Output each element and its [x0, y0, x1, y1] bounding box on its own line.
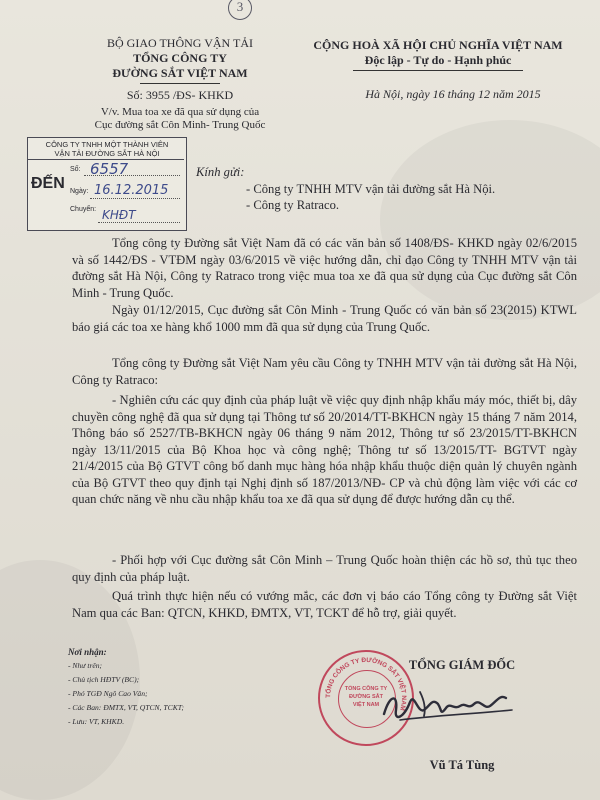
recipients-label: Nơi nhận:	[68, 647, 107, 657]
body-paragraph-6: Quá trình thực hiện nếu có vướng mắc, các đơn vị báo cáo Tổng công ty Đường sắt Việt Nam qua các Ban: QTCN, KHKD, ĐMTX, VT, TCKT để hỗ trợ, giải quyết.	[72, 589, 577, 620]
page-number-mark	[228, 0, 252, 20]
addressee-block	[196, 164, 586, 214]
stamp-dotline	[98, 222, 180, 223]
seal-center-line1: TỔNG CÔNG TY	[344, 686, 388, 692]
addressee-label: Kính gửi:	[196, 165, 245, 179]
stamp-org-line2: VẬN TẢI ĐƯỜNG SẮT HÀ NỘI	[54, 149, 160, 158]
organization-name-line1: TỔNG CÔNG TY	[133, 51, 227, 65]
header-underline	[140, 83, 220, 84]
recipient-item: - Lưu: VT, KHKD.	[68, 717, 125, 726]
recipient-item: - Chủ tịch HĐTV (BC);	[68, 675, 140, 684]
national-motto: Độc lập - Tự do - Hạnh phúc	[364, 53, 512, 67]
stamp-dotline	[84, 175, 180, 176]
national-header	[298, 38, 578, 102]
body-paragraph-3: Tổng công ty Đường sắt Việt Nam yêu cầu Công ty TNHH MTV vận tải đường sắt Hà Nội, Công ty Ratraco:	[72, 356, 577, 387]
seal-center-line3: VIỆT NAM	[352, 702, 380, 708]
handwritten-signature	[380, 680, 520, 730]
body-paragraph-4: - Nghiên cứu các quy định của pháp luật về việc quy định nhập khẩu máy móc, thiết bị, dây chuyền công nghệ đã qua sử dụng tại Thông tư số 20/2014/TT-BKHCN ngày 15 tháng 7 năm 2014, Thông báo số 2527/TB-BKHCN ngày 06 tháng 9 năm 2012, Thông tư số 23/2015/TT-BKHCN ngày 13/11/2015 của Bộ Khoa học và công nghệ; Thông tư số 13/2015/TT- BGTVT ngày 21/4/2015 của Bộ GTVT công bố danh mục hàng hóa nhập khẩu thuộc diện quản lý chuyên ngành của Bộ GTVT theo quy định tại Nghị định số 187/2013/NĐ- CP và chủ động làm việc với các cơ quan chức năng về nhu cầu nhập khẩu toa xe đã qua sử dụng để được hướng dẫn cụ thể.	[72, 393, 577, 506]
stamp-org-line1: CÔNG TY TNHH MỘT THÀNH VIÊN	[45, 140, 169, 149]
recipient-item: - Các Ban: ĐMTX, VT, QTCN, TCKT;	[68, 703, 185, 712]
received-stamp	[27, 137, 187, 231]
stamp-date-label: Ngày:	[70, 188, 89, 195]
stamp-date-value: 16.12.2015	[94, 183, 169, 198]
document-number: Số: 3955 /ĐS- KHKD	[126, 88, 234, 102]
recipients-block	[68, 645, 268, 729]
stamp-forward-label: Chuyển:	[70, 206, 97, 213]
stamp-forward-value: KHĐT	[102, 208, 136, 222]
ministry-name: BỘ GIAO THÔNG VẬN TẢI	[107, 36, 253, 50]
signature-title: TỔNG GIÁM ĐỐC	[408, 658, 516, 672]
body-paragraph-2: Ngày 01/12/2015, Cục đường sắt Côn Minh - Trung Quốc có văn bản số 23(2015) KTWL báo giá các toa xe hàng khổ 1000 mm đã qua sử dụng của Trung Quốc.	[72, 303, 577, 334]
signer-name: Vũ Tá Tùng	[429, 758, 495, 772]
addressee-item: - Công ty TNHH MTV vận tải đường sắt Hà Nội.	[246, 181, 496, 196]
document-date: Hà Nội, ngày 16 tháng 12 năm 2015	[365, 87, 541, 101]
page-number-text: 3	[236, 0, 244, 14]
body-paragraph-1: Tổng công ty Đường sắt Việt Nam đã có các văn bản số 1408/ĐS- KHKD ngày 02/6/2015 và số 1442/ĐS - VTĐM ngày 03/6/2015 về việc hướng dẫn, chỉ đạo Công ty TNHH MTV vận tải đường sắt Hà Nội, Công ty Ratraco trong việc mua toa xe đã qua sử dụng của Cục đường sắt Côn Minh - Trung Quốc.	[72, 236, 577, 300]
nation-name: CỘNG HOÀ XÃ HỘI CHỦ NGHĨA VIỆT NAM	[313, 38, 563, 52]
recipient-item: - Phó TGĐ Ngô Cao Vân;	[68, 689, 148, 698]
organization-name-line2: ĐƯỜNG SẮT VIỆT NAM	[112, 66, 248, 80]
subject-line-1: V/v. Mua toa xe đã qua sử dụng của	[100, 106, 260, 118]
seal-center-line2: ĐƯỜNG SẮT	[348, 694, 383, 700]
sender-header	[70, 36, 290, 132]
stamp-number-label: Số:	[70, 166, 81, 173]
stamp-number-value: 6557	[90, 160, 129, 178]
body-paragraph-5: - Phối hợp với Cục đường sắt Côn Minh – Trung Quốc hoàn thiện các hồ sơ, thủ tục theo quy định của pháp luật.	[72, 553, 577, 584]
subject-line-2: Cục đường sắt Côn Minh- Trung Quốc	[94, 119, 266, 131]
stamp-den-label: ĐẾN	[31, 175, 65, 192]
recipient-item: - Như trên;	[68, 661, 103, 670]
svg-text:TỔNG CÔNG TY ĐƯỜNG SẮT VIỆT NA: TỔNG CÔNG TY ĐƯỜNG SẮT VIỆT NAM	[324, 656, 407, 711]
motto-underline	[353, 70, 523, 71]
addressee-item: - Công ty Ratraco.	[246, 198, 340, 212]
stamp-dotline	[90, 198, 180, 199]
